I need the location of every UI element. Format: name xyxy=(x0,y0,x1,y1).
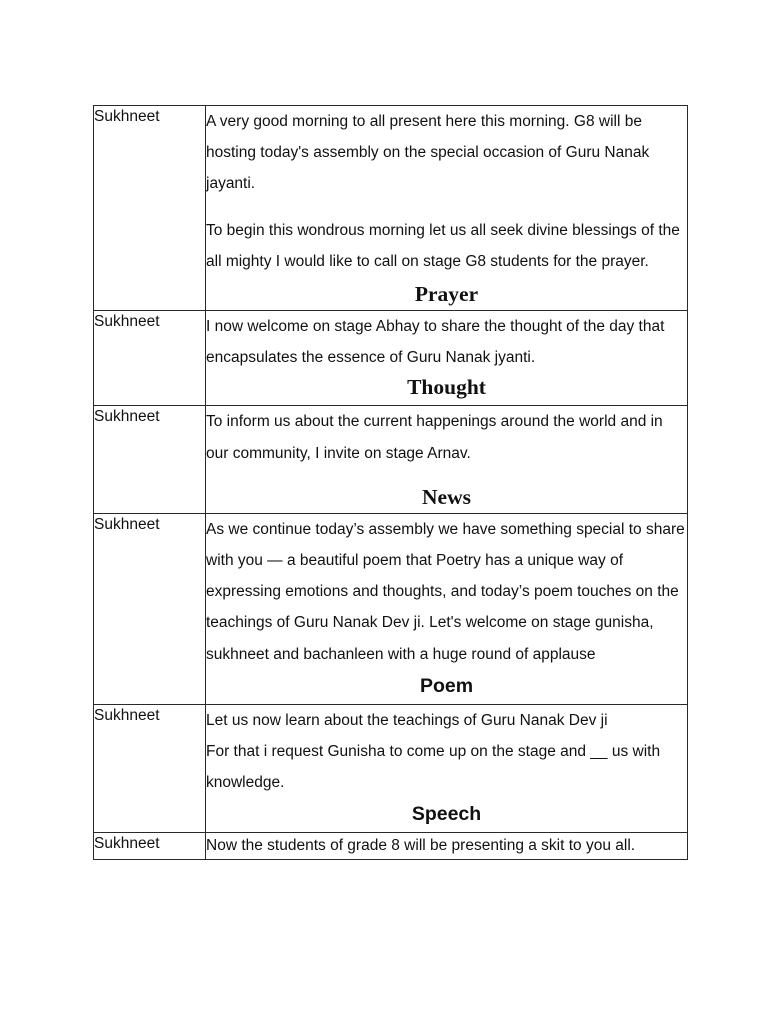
script-paragraph: Let us now learn about the teachings of Guru Nanak Dev ji xyxy=(206,711,608,729)
script-cell xyxy=(206,311,688,406)
section-heading-speech: Speech xyxy=(411,803,482,826)
script-cell xyxy=(206,704,688,833)
speaker-cell: Sukhneet xyxy=(94,106,206,311)
script-paragraph: Now the students of grade 8 will be presenting a skit to you all. xyxy=(206,837,636,855)
speaker-cell: Sukhneet xyxy=(94,513,206,704)
table-row xyxy=(94,513,688,704)
script-cell xyxy=(206,406,688,513)
section-heading-prayer: Prayer xyxy=(414,282,479,307)
script-paragraph: To inform us about the current happenings around the world and in our community, I invite on stage Arnav. xyxy=(206,413,663,462)
speaker-cell: Sukhneet xyxy=(94,704,206,833)
script-cell xyxy=(206,833,688,860)
script-cell xyxy=(206,106,688,311)
speaker-cell: Sukhneet xyxy=(94,311,206,406)
speaker-cell: Sukhneet xyxy=(94,833,206,860)
table-row xyxy=(94,406,688,513)
assembly-script-table xyxy=(93,105,688,860)
table-row xyxy=(94,833,688,860)
table-row xyxy=(94,704,688,833)
script-cell xyxy=(206,513,688,704)
speaker-cell: Sukhneet xyxy=(94,406,206,513)
script-paragraph: I now welcome on stage Abhay to share the thought of the day that encapsulates the essence of Guru Nanak jyanti. xyxy=(206,318,665,367)
script-paragraph: A very good morning to all present here this morning. G8 will be hosting today's assembly on the special occasion of Guru Nanak jayanti. xyxy=(206,113,650,193)
script-paragraph: As we continue today’s assembly we have something special to share with you — a beautiful poem that Poetry has a unique way of expressing emotions and thoughts, and today’s poem touches on the teachings of Guru Nanak Dev ji. Let's welcome on stage gunisha, sukhneet and bachanleen with a huge round of applause xyxy=(206,520,685,663)
table-row xyxy=(94,106,688,311)
section-heading-thought: Thought xyxy=(407,375,486,400)
script-paragraph: For that i request Gunisha to come up on the stage and __ us with knowledge. xyxy=(206,743,661,792)
table-row xyxy=(94,311,688,406)
section-heading-poem: Poem xyxy=(419,674,474,697)
script-paragraph: To begin this wondrous morning let us all seek divine blessings of the all mighty I would like to call on stage G8 students for the prayer. xyxy=(206,221,680,270)
section-heading-news: News xyxy=(422,484,471,509)
